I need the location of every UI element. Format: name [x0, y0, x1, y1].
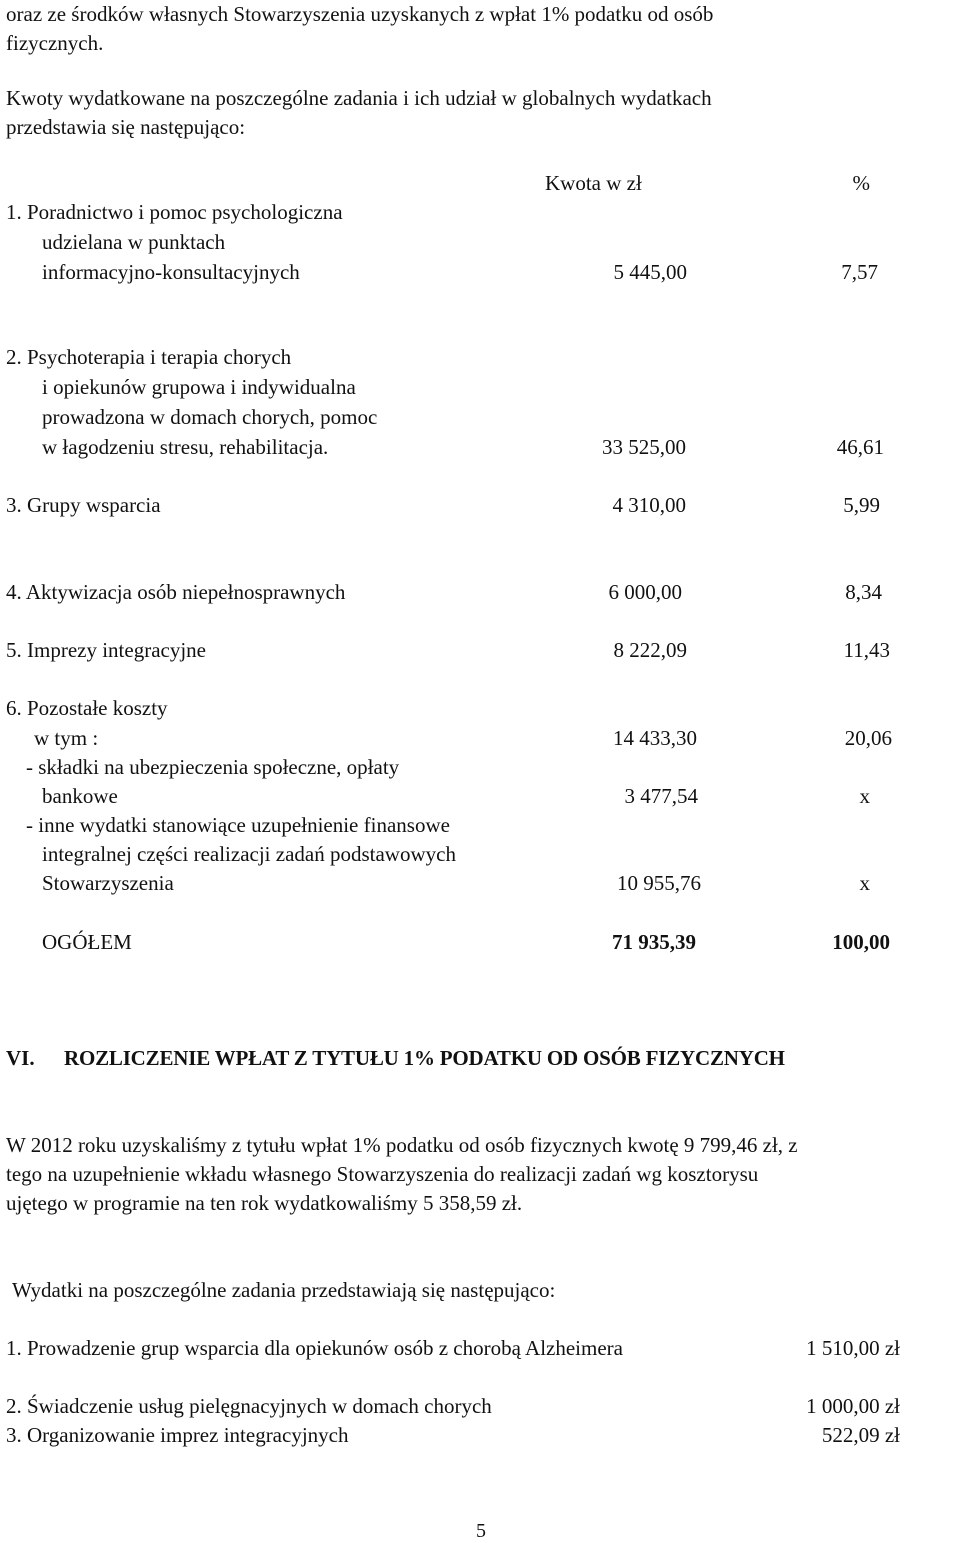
- paragraph-line: W 2012 roku uzyskaliśmy z tytułu wpłat 1% podatku od osób fizycznych kwotę 9 799,46 zł, z: [6, 1133, 798, 1157]
- amount-column-header: Kwota w zł: [545, 171, 642, 195]
- task-percent: 8,34: [845, 580, 882, 604]
- intro-line: Kwoty wydatkowane na poszczególne zadania i ich udział w globalnych wydatkach: [6, 86, 712, 110]
- task-label: 5. Imprezy integracyjne: [6, 638, 206, 662]
- task-label: prowadzona w domach chorych, pomoc: [42, 405, 378, 429]
- page-number: 5: [476, 1520, 486, 1542]
- task-sub-percent: x: [859, 871, 870, 895]
- task-amount: 5 445,00: [613, 260, 687, 284]
- expense-amount: 522,09 zł: [821, 1423, 900, 1447]
- total-percent: 100,00: [832, 930, 890, 954]
- task-label: 1. Poradnictwo i pomoc psychologiczna: [6, 200, 343, 224]
- task-label: udzielana w punktach: [42, 230, 226, 254]
- task-percent: 5,99: [843, 493, 880, 517]
- task-label: w łagodzeniu stresu, rehabilitacja.: [42, 435, 329, 459]
- task-label: informacyjno-konsultacyjnych: [42, 260, 300, 284]
- total-amount: 71 935,39: [612, 930, 696, 954]
- intro-line: przedstawia się następująco:: [6, 115, 246, 139]
- task-sub-label: Stowarzyszenia: [42, 871, 174, 895]
- task-label: 6. Pozostałe koszty: [6, 696, 168, 720]
- total-label: OGÓŁEM: [42, 930, 132, 954]
- task-percent: 46,61: [836, 435, 884, 459]
- task-label: w tym :: [34, 726, 99, 750]
- paragraph-line: tego na uzupełnienie wkładu własnego Stowarzyszenia do realizacji zadań wg kosztorysu: [6, 1162, 759, 1186]
- section-title: ROZLICZENIE WPŁAT Z TYTUŁU 1% PODATKU OD OSÓB FIZYCZNYCH: [64, 1046, 785, 1070]
- intro-line: fizycznych.: [6, 31, 104, 55]
- intro-line: oraz ze środków własnych Stowarzyszenia uzyskanych z wpłat 1% podatku od osób: [6, 2, 714, 26]
- task-label: 3. Grupy wsparcia: [6, 493, 161, 517]
- task-label: 2. Psychoterapia i terapia chorych: [6, 345, 292, 369]
- expenses-heading: Wydatki na poszczególne zadania przedstawiają się następująco:: [12, 1278, 556, 1302]
- task-amount: 4 310,00: [612, 493, 686, 517]
- task-sub-amount: 10 955,76: [617, 871, 701, 895]
- expense-amount: 1 510,00 zł: [806, 1336, 900, 1360]
- task-sub-label: bankowe: [42, 784, 118, 808]
- paragraph-line: ujętego w programie na ten rok wydatkowaliśmy 5 358,59 zł.: [6, 1191, 523, 1215]
- task-label: i opiekunów grupowa i indywidualna: [42, 375, 356, 399]
- task-amount: 14 433,30: [613, 726, 697, 750]
- task-label: 4. Aktywizacja osób niepełnosprawnych: [6, 580, 346, 604]
- task-amount: 33 525,00: [602, 435, 686, 459]
- task-sub-amount: 3 477,54: [624, 784, 698, 808]
- task-percent: 7,57: [841, 260, 878, 284]
- task-sub-label: integralnej części realizacji zadań podstawowych: [42, 842, 456, 866]
- task-sub-label: - składki na ubezpieczenia społeczne, opłaty: [26, 755, 400, 779]
- expense-label: 1. Prowadzenie grup wsparcia dla opiekunów osób z chorobą Alzheimera: [6, 1336, 623, 1360]
- percent-column-header: %: [852, 171, 870, 195]
- expense-label: 2. Świadczenie usług pielęgnacyjnych w domach chorych: [6, 1394, 492, 1418]
- expense-amount: 1 000,00 zł: [806, 1394, 900, 1418]
- task-amount: 6 000,00: [608, 580, 682, 604]
- section-number: VI.: [6, 1046, 35, 1070]
- task-amount: 8 222,09: [613, 638, 687, 662]
- task-sub-percent: x: [859, 784, 870, 808]
- task-percent: 11,43: [843, 638, 890, 662]
- task-percent: 20,06: [844, 726, 892, 750]
- expense-label: 3. Organizowanie imprez integracyjnych: [6, 1423, 349, 1447]
- task-sub-label: - inne wydatki stanowiące uzupełnienie finansowe: [26, 813, 450, 837]
